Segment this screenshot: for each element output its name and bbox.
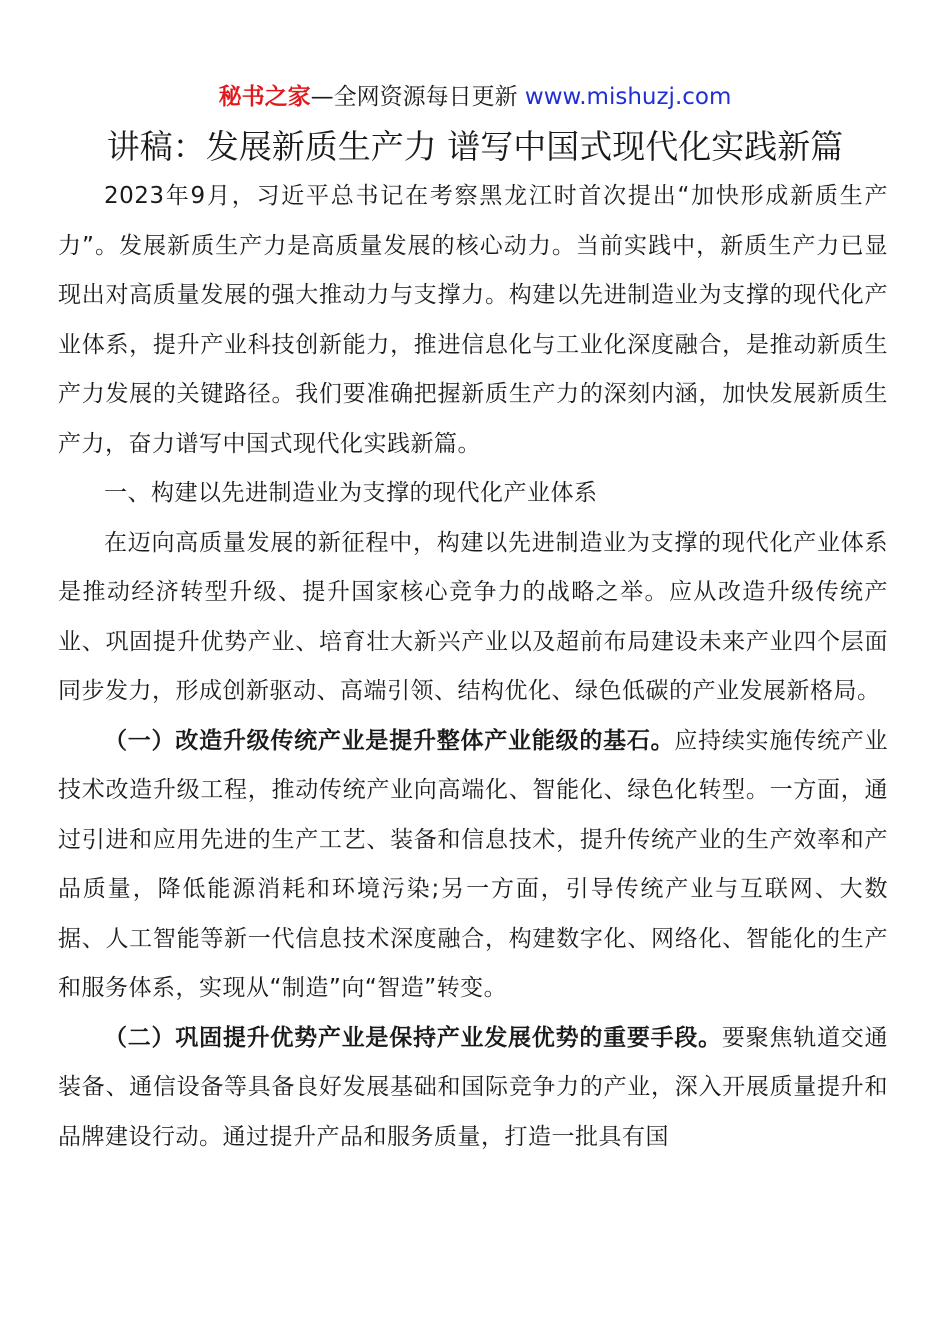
point-2-paragraph — [58, 1014, 888, 1163]
section-1-intro-paragraph: 在迈向高质量发展的新征程中，构建以先进制造业为支撑的现代化产业体系是推动经济转型升级、提升国家核心竞争力的战略之举。应从改造升级传统产业、巩固提升优势产业、培育壮大新兴产业以及超前布局建设未来产业四个层面同步发力，形成创新驱动、高端引领、结构优化、绿色低碳的产业发展新格局。 — [58, 529, 888, 704]
document-body — [58, 172, 888, 1162]
point-1-lead: （一）改造升级传统产业是提升整体产业能级的基石。 — [104, 727, 675, 754]
brand-name: 秘书之家 — [218, 84, 311, 110]
header-tagline: —全网资源每日更新 — [310, 84, 525, 110]
section-1-heading: 一、构建以先进制造业为支撑的现代化产业体系 — [104, 480, 598, 506]
document-title: 讲稿：发展新质生产力 谱写中国式现代化实践新篇 — [106, 127, 844, 166]
point-2-body: 要聚焦轨道交通装备、通信设备等具备良好发展基础和国际竞争力的产业，深入开展质量提升和品牌建设行动。通过提升产品和服务质量，打造一批具有国 — [58, 1024, 888, 1150]
point-1-paragraph — [58, 717, 888, 1014]
site-header — [0, 82, 950, 112]
point-1-body: 应持续实施传统产业技术改造升级工程，推动传统产业向高端化、智能化、绿色化转型。一方面，通过引进和应用先进的生产工艺、装备和信息技术，提升传统产业的生产效率和产品质量，降低能源消耗和环境污染;另一方面，引导传统产业与互联网、大数据、人工智能等新一代信息技术深度融合，构建数字化、网络化、智能化的生产和服务体系，实现从“制造”向“智造”转变。 — [58, 727, 888, 1001]
point-2-lead: （二）巩固提升优势产业是保持产业发展优势的重要手段。 — [104, 1024, 722, 1051]
site-url-link[interactable]: www.mishuzj.com — [524, 84, 732, 110]
intro-paragraph: 2023年9月，习近平总书记在考察黑龙江时首次提出“加快形成新质生产力”。发展新质生产力是高质量发展的核心动力。当前实践中，新质生产力已显现出对高质量发展的强大推动力与支撑力。构建以先进制造业为支撑的现代化产业体系，提升产业科技创新能力，推进信息化与工业化深度融合，是推动新质生产力发展的关键路径。我们要准确把握新质生产力的深刻内涵，加快发展新质生产力，奋力谱写中国式现代化实践新篇。 — [58, 183, 888, 457]
